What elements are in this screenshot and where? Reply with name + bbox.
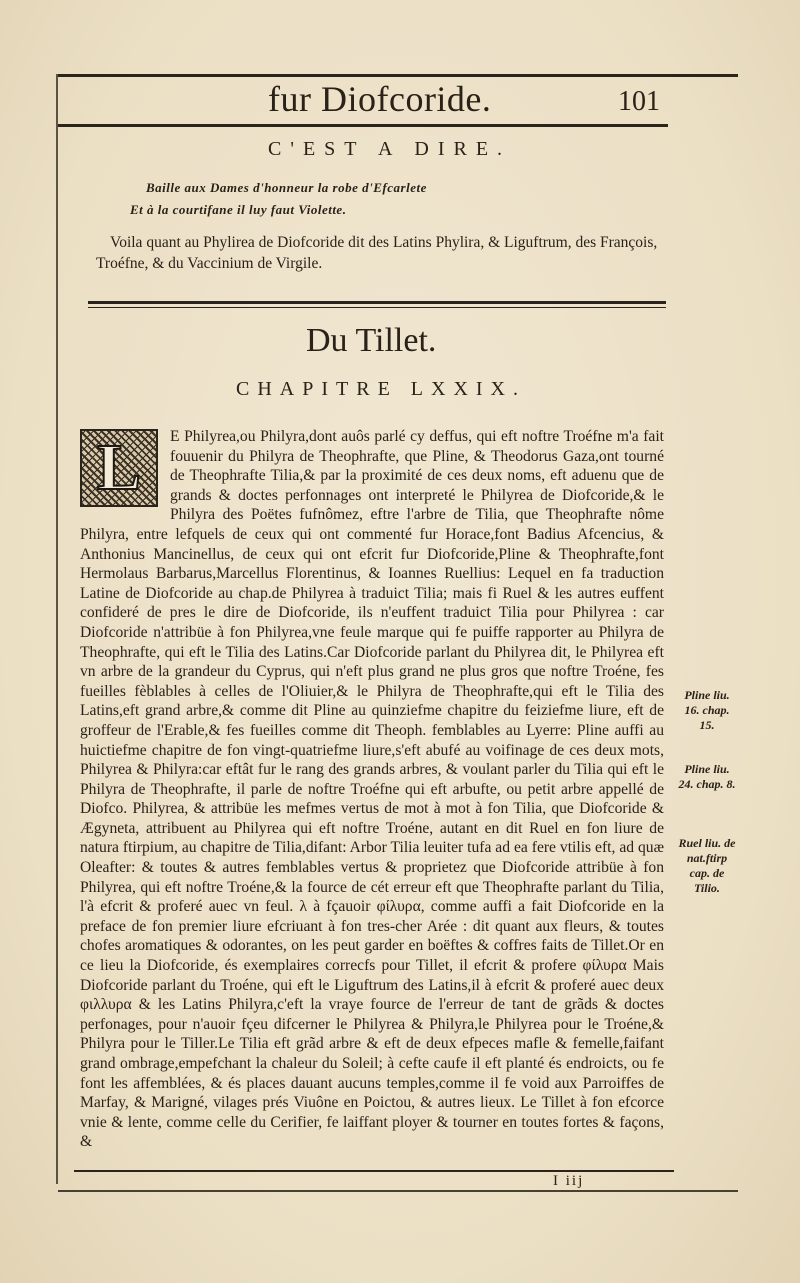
margin-note: Ruel liu. de nat.ftirp cap. de Tilio. — [678, 836, 736, 895]
verse-line-1: Baille aux Dames d'honneur la robe d'Efcarlete — [146, 180, 427, 195]
page-number: 101 — [618, 86, 660, 117]
verse-line-2: Et à la courtifane il luy faut Violette. — [130, 202, 347, 217]
ornamental-initial — [80, 429, 158, 507]
footer-rule — [74, 1170, 674, 1172]
section-title: Du Tillet. — [306, 322, 437, 359]
frame-left-rule — [56, 74, 58, 1184]
chapter-body — [80, 427, 664, 1152]
section-heading: C'EST A DIRE. — [268, 138, 512, 160]
paragraph: Voila quant au Phylirea de Diofcoride dit des Latins Phylira, & Liguftrum, des François, Troéfne, & du Vaccinium de Virgile. — [96, 234, 658, 272]
margin-note: Pline liu. 24. chap. 8. — [678, 762, 736, 791]
header-rule-bottom — [58, 124, 668, 127]
initial-letter: L — [96, 431, 142, 505]
chapter-heading: CHAPITRE LXXIX. — [236, 378, 526, 400]
header-rule-top — [58, 74, 738, 77]
body-text: E Philyrea,ou Philyra,dont auôs parlé cy deffus, qui eft noftre Troéfne m'a fait fouuenir du Philyra de Theophrafte, que Pline, & Theodorus Gaza,ont tourné de Theophrafte Tilia,& par la proximité de ces deux noms, eft aduenu que de grands & doctes perfonnages ont interpreté le Philyrea de Diofcoride,& le Philyra des Poëtes fufnômez, eftre l'arbre de Tilia, que Theophrafte nôme Philyra, entre lefquels de ceux qui ont commenté fur Horace,font Badius Afcencius, & Anthonius Mancinellus, de ceux qui ont efcrit fur Diofcoride,Pline & Theophrafte,font Hermolaus Barbarus,Marcellus Florentinus, & Ioannes Ruellius: Lequel en fa traduction Latine de Diofcoride au chap.de Philyrea à traduict Tilia; mais fi Ruel & les autres euffent confideré de pres le dire de Diofcoride, ils n'euffent traduict Tilia pour Philyrea : car Diofcoride n'attribüe à fon Philyrea,vne feule marque qui fe puiffe rapporter au Philyra de Theophrafte, qui eft le Tilia des Latins.Car Diofcoride parlant du Philyrea dit, le Philyrea eft vn arbre de la grandeur du Cyprus, qui n'eft plus grand ne plus gros que noftre Troéne, fes fueilles fèblables à celles de l'Oliuier,& le Philyra de Theophrafte,qui eft le Tilia des Latins,eft grand arbre,& comme dit Pline au quinziefme chapitre du feiziefme liure, eft de groffeur de l'Erable,& fes fueilles comme dit Theoph. femblables au Lyerre: Pline auffi au huictiefme chapitre de fon vingt-quatriefme liure,s'eft abufé au voifinage de ces deux mots, Philyrea & Philyra:car eftât fur le rang des grands arbres, & voulant parler du Tilia qui eft le Philyra de Theophrafte, il parle de noftre Troéfne qui eft arbufte, ou petit arbre appellé de Diofco. Philyrea, & attribüe les mefmes vertus de mot à mot à fon Tilia, que Diofcoride & Ægyneta, attribuent au Philyrea qui eft noftre Troéne, autant en dit Ruel en fon liure de natura ftirpium, au chapitre de Tilia,difant: Arbor Tilia leuiter tufa ad ea fere vtilis eft, ad quæ Oleafter: & toutes & autres femblables vertus & proprietez que Diofcoride attribüe à fon Philyrea, qui eft noftre Troéne,& la fource de cét erreur eft que Theophrafte parlant du Tilia, l'à efcrit & proferé auec vn feul. λ à fçauoir φίλυρα, comme auffi a fait Diofcoride en la preface de fon premier liure efcriuant à fon tres-cher Arée : dit quant aux fleurs, & toutes chofes aromatiques & odorantes, on les peut garder en boëftes & coffres faits de Tillet.Or en ce lieu la Diofcoride, és exemplaires correcfs pour Tillet, il efcrit & profere φίλυρα Mais Diofcoride parlant du Troéne, qui eft le Liguftrum des Latins,il à efcrit & proferé auec deux φιλλυρα & les Latins Philyra,c'eft la vraye fource de l'erreur de tant de grãds & doctes perfonages, pour n'auoir fçeu difcerner le Philyrea & Philyra,le Philyrea pour le Troéne,& Philyra pour le Tiller.Le Tilia eft grãd arbre & eft de deux efpeces mafle & femelle,faifant grand ombrage,empefchant la chaleur du Soleil; à cefte caufe il eft planté és endroicts, ou fe font les affemblées, & és places dauant aucuns temples,comme il fe void aux Parroiffes de Marfay, & Marigné, vilages prés Viuône en Poictou, & autres lieux. Le Tillet à fon efcorce vnie & lente, comme celle du Cerifier, fe laiffant ployer & tourner en toutes fortes & façons, & — [80, 428, 664, 1151]
footer-rule-lower — [58, 1190, 738, 1192]
signature-mark: I iij — [553, 1173, 585, 1189]
section-divider-top — [88, 301, 666, 304]
margin-note: Pline liu. 16. chap. 15. — [684, 688, 730, 732]
running-title: fur Diofcoride. — [268, 79, 492, 119]
section-divider-bottom — [88, 307, 666, 308]
